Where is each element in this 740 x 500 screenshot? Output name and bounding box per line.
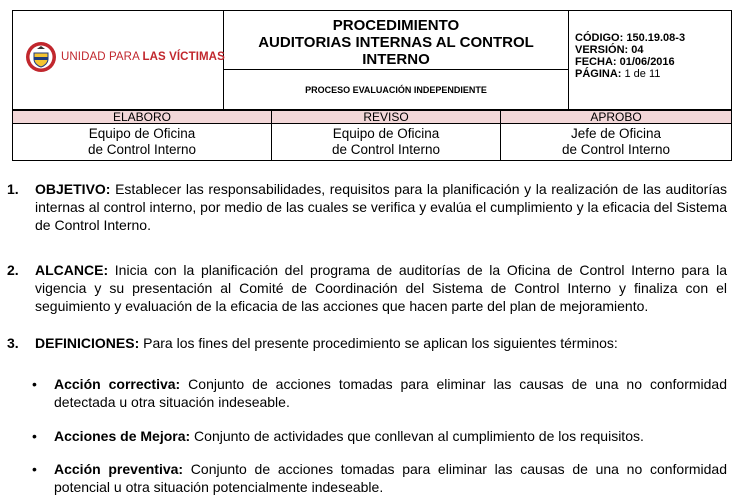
section-heading: ALCANCE: xyxy=(35,262,109,278)
bullet-icon: • xyxy=(32,461,37,477)
section-heading: OBJETIVO: xyxy=(35,181,111,197)
section-number: 2. xyxy=(7,262,19,278)
document-title xyxy=(224,11,569,70)
definition-text: Acciones de Mejora: Conjunto de actividades que conllevan al cumplimiento de los requisitos. xyxy=(54,428,644,444)
logo-cell xyxy=(13,11,224,109)
approval-body-row xyxy=(13,124,732,161)
logo-wordmark: UNIDAD PARA LAS VÍCTIMAS xyxy=(61,51,225,63)
definition-text: Acción preventiva: Conjunto de acciones tomadas para eliminar las causas de una no conformidad potencial u otra situación potencialmente indeseable. xyxy=(54,461,728,495)
definition-term: Acciones de Mejora: xyxy=(54,428,191,444)
version-line: VERSIÓN: 04 xyxy=(575,44,644,56)
definition-term: Acción correctiva: xyxy=(54,376,181,392)
page-line: PÁGINA: 1 de 11 xyxy=(575,68,661,80)
definition-term: Acción preventiva: xyxy=(54,461,184,477)
section-body: ALCANCE: Inicia con la planificación del programa de auditorías de la Oficina de Control Interno para la vigencia y su presentación al Comité de Coordinación del Sistema de Control Interno y finaliza con el seguimiento y evaluación de la eficacia de las acciones que hacen parte del plan de mejoramiento. xyxy=(35,262,727,314)
unidad-victimas-logo xyxy=(25,41,225,73)
section-definiciones xyxy=(7,334,727,352)
definition-text: Acción correctiva: Conjunto de acciones tomadas para eliminar las causas de una no conformidad detectada u otra situación indeseable. xyxy=(54,376,727,410)
code-line: CÓDIGO: 150.19.08-3 xyxy=(575,32,686,44)
cell-reviso: Equipo de Oficina de Control Interno xyxy=(272,124,501,161)
header-elaboro: ELABORO xyxy=(13,111,272,124)
definition-item xyxy=(32,460,727,496)
title-line-1: PROCEDIMIENTO xyxy=(332,17,460,34)
section-number: 1. xyxy=(7,181,19,197)
definition-item xyxy=(32,427,727,445)
definition-item xyxy=(32,375,727,411)
cell-elaboro: Equipo de Oficina de Control Interno xyxy=(13,124,272,161)
colombia-seal-icon xyxy=(25,41,57,73)
section-body: DEFINICIONES: Para los fines del presente procedimiento se aplican los siguientes términos: xyxy=(35,335,618,351)
cell-aprobo: Jefe de Oficina de Control Interno xyxy=(501,124,732,161)
process-name: PROCESO EVALUACIÓN INDEPENDIENTE xyxy=(224,70,569,109)
date-line: FECHA: 01/06/2016 xyxy=(575,56,675,68)
section-objetivo xyxy=(7,180,727,234)
approval-table xyxy=(12,110,732,161)
section-heading: DEFINICIONES: xyxy=(35,335,140,351)
bullet-icon: • xyxy=(32,376,37,392)
section-body: OBJETIVO: Establecer las responsabilidades, requisitos para la planificación y la realización de las auditorías internas al control interno, por medio de las cuales se verifica y evalúa el cumplimiento y la eficacia del Sistema de Control Interno. xyxy=(35,181,727,233)
bullet-icon: • xyxy=(32,428,37,444)
header-reviso: REVISO xyxy=(272,111,501,124)
title-line-2: AUDITORIAS INTERNAS AL CONTROL xyxy=(258,34,534,51)
header-aprobo: APROBO xyxy=(501,111,732,124)
approval-header-row xyxy=(13,111,732,124)
document-header xyxy=(12,10,732,110)
section-alcance xyxy=(7,261,727,315)
document-control-info xyxy=(575,32,685,80)
section-number: 3. xyxy=(7,335,19,351)
title-line-3: INTERNO xyxy=(362,51,430,68)
